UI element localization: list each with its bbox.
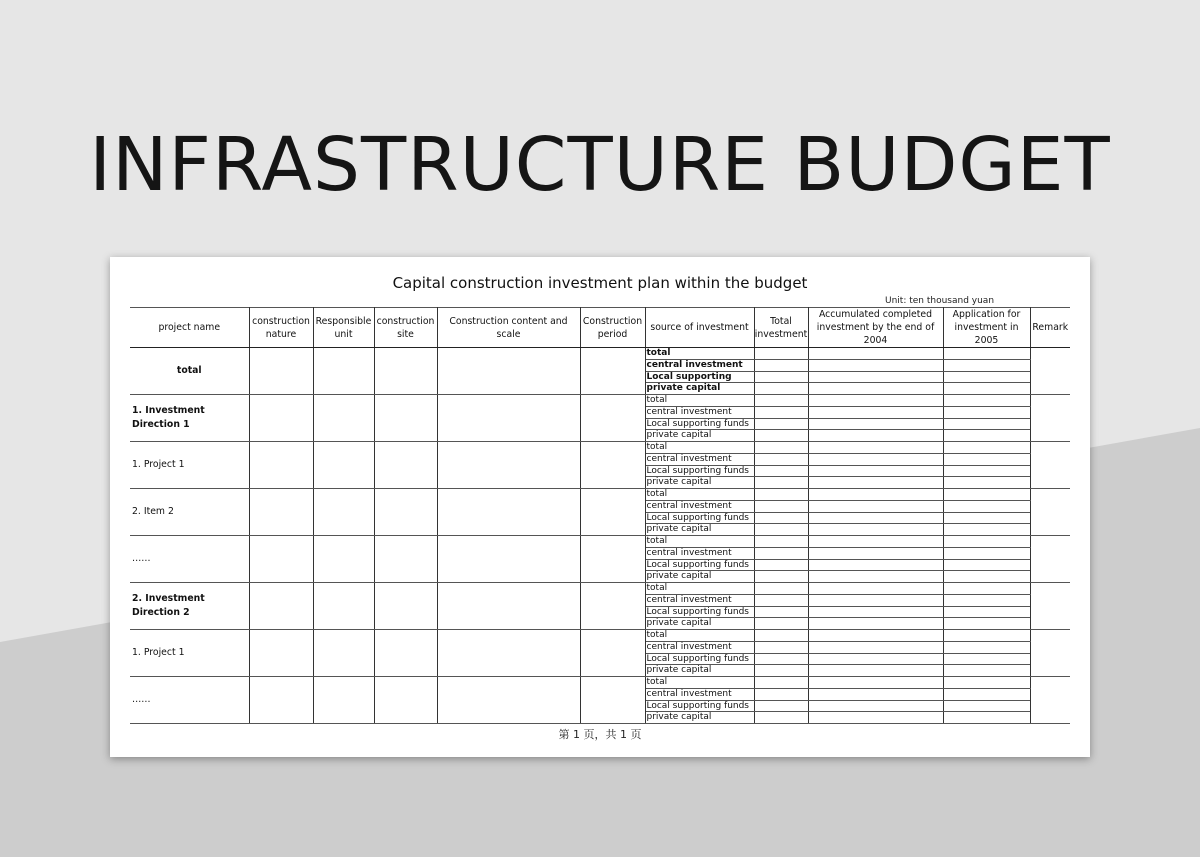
source-cell: total (645, 489, 754, 501)
header-row (130, 308, 1070, 348)
column-header: project name (130, 308, 249, 348)
value-cell (943, 665, 1030, 677)
value-cell (808, 536, 943, 548)
value-cell (754, 406, 808, 418)
source-cell: total (645, 583, 754, 595)
column-header: construction nature (249, 308, 313, 348)
value-cell (943, 677, 1030, 689)
column-header: Remark (1030, 308, 1070, 348)
value-cell (754, 677, 808, 689)
source-cell: private capital (645, 383, 754, 395)
value-cell (808, 688, 943, 700)
empty-cell (313, 489, 374, 536)
empty-cell (374, 677, 437, 724)
source-cell: Local supporting funds (645, 465, 754, 477)
empty-cell (249, 677, 313, 724)
value-cell (754, 442, 808, 454)
value-cell (808, 630, 943, 642)
source-cell: central investment (645, 453, 754, 465)
value-cell (754, 465, 808, 477)
value-cell (943, 418, 1030, 430)
value-cell (754, 524, 808, 536)
table-row (130, 442, 1070, 454)
value-cell (943, 700, 1030, 712)
value-cell (808, 359, 943, 371)
value-cell (754, 618, 808, 630)
source-cell: Local supporting funds (645, 418, 754, 430)
value-cell (754, 653, 808, 665)
source-cell: total (645, 395, 754, 407)
source-cell: total (645, 442, 754, 454)
source-cell: central investment (645, 641, 754, 653)
value-cell (754, 477, 808, 489)
column-header: Construction period (580, 308, 645, 348)
remark-cell (1030, 677, 1070, 724)
empty-cell (374, 489, 437, 536)
source-cell: central investment (645, 359, 754, 371)
value-cell (808, 641, 943, 653)
source-cell: central investment (645, 500, 754, 512)
table-row (130, 630, 1070, 642)
value-cell (808, 383, 943, 395)
value-cell (943, 477, 1030, 489)
empty-cell (313, 677, 374, 724)
value-cell (754, 606, 808, 618)
value-cell (754, 536, 808, 548)
sheet-title: Capital construction investment plan within the budget (392, 274, 808, 292)
empty-cell (313, 536, 374, 583)
value-cell (943, 512, 1030, 524)
source-cell: central investment (645, 547, 754, 559)
empty-cell (437, 536, 580, 583)
value-cell (808, 371, 943, 383)
unit-note: Unit: ten thousand yuan (885, 296, 995, 306)
value-cell (754, 712, 808, 724)
table-row (130, 677, 1070, 689)
empty-cell (313, 583, 374, 630)
source-cell: Local supporting (645, 371, 754, 383)
source-cell: total (645, 348, 754, 360)
empty-cell (374, 630, 437, 677)
project-name-cell: 1. Project 1 (130, 630, 249, 677)
table-row (130, 583, 1070, 595)
value-cell (754, 594, 808, 606)
value-cell (943, 371, 1030, 383)
value-cell (943, 630, 1030, 642)
value-cell (943, 653, 1030, 665)
empty-cell (580, 536, 645, 583)
source-cell: private capital (645, 430, 754, 442)
value-cell (943, 571, 1030, 583)
empty-cell (374, 583, 437, 630)
project-name-cell: …… (130, 536, 249, 583)
empty-cell (249, 583, 313, 630)
value-cell (754, 500, 808, 512)
column-header: Accumulated completed investment by the end of 2004 (808, 308, 943, 348)
column-header: construction site (374, 308, 437, 348)
source-cell: private capital (645, 477, 754, 489)
empty-cell (437, 348, 580, 395)
empty-cell (374, 536, 437, 583)
column-header: Total investment (754, 308, 808, 348)
value-cell (808, 665, 943, 677)
empty-cell (437, 442, 580, 489)
value-cell (808, 547, 943, 559)
project-name-cell: 1. Investment Direction 1 (130, 395, 249, 442)
empty-cell (249, 630, 313, 677)
value-cell (754, 559, 808, 571)
source-cell: Local supporting funds (645, 653, 754, 665)
project-name-cell: 2. Investment Direction 2 (130, 583, 249, 630)
value-cell (943, 559, 1030, 571)
value-cell (808, 653, 943, 665)
remark-cell (1030, 630, 1070, 677)
value-cell (808, 500, 943, 512)
value-cell (808, 618, 943, 630)
empty-cell (249, 395, 313, 442)
empty-cell (580, 442, 645, 489)
value-cell (754, 371, 808, 383)
table-body (130, 348, 1070, 724)
column-header: Construction content and scale (437, 308, 580, 348)
value-cell (754, 665, 808, 677)
value-cell (808, 571, 943, 583)
value-cell (943, 536, 1030, 548)
value-cell (943, 406, 1030, 418)
value-cell (754, 583, 808, 595)
empty-cell (580, 348, 645, 395)
value-cell (808, 559, 943, 571)
remark-cell (1030, 442, 1070, 489)
column-header: source of investment (645, 308, 754, 348)
value-cell (754, 700, 808, 712)
remark-cell (1030, 489, 1070, 536)
value-cell (943, 500, 1030, 512)
value-cell (754, 571, 808, 583)
value-cell (754, 512, 808, 524)
source-cell: central investment (645, 688, 754, 700)
value-cell (808, 477, 943, 489)
value-cell (808, 430, 943, 442)
value-cell (808, 524, 943, 536)
remark-cell (1030, 583, 1070, 630)
table-row (130, 348, 1070, 360)
value-cell (943, 453, 1030, 465)
value-cell (943, 465, 1030, 477)
empty-cell (580, 630, 645, 677)
empty-cell (580, 677, 645, 724)
empty-cell (437, 630, 580, 677)
project-name-cell: …… (130, 677, 249, 724)
value-cell (943, 618, 1030, 630)
source-cell: private capital (645, 524, 754, 536)
value-cell (808, 489, 943, 501)
project-name-cell: total (130, 348, 249, 395)
value-cell (943, 383, 1030, 395)
value-cell (943, 712, 1030, 724)
source-cell: total (645, 630, 754, 642)
empty-cell (580, 395, 645, 442)
value-cell (754, 547, 808, 559)
value-cell (943, 524, 1030, 536)
value-cell (808, 700, 943, 712)
source-cell: central investment (645, 594, 754, 606)
value-cell (808, 348, 943, 360)
value-cell (754, 430, 808, 442)
value-cell (808, 512, 943, 524)
value-cell (943, 688, 1030, 700)
value-cell (754, 453, 808, 465)
value-cell (943, 348, 1030, 360)
value-cell (943, 489, 1030, 501)
empty-cell (249, 348, 313, 395)
empty-cell (374, 395, 437, 442)
project-name-cell: 2. Item 2 (130, 489, 249, 536)
value-cell (943, 395, 1030, 407)
column-header: Responsible unit (313, 308, 374, 348)
empty-cell (580, 489, 645, 536)
source-cell: Local supporting funds (645, 559, 754, 571)
banner-title: INFRASTRUCTURE BUDGET (89, 122, 1111, 208)
value-cell (754, 641, 808, 653)
value-cell (808, 453, 943, 465)
source-cell: private capital (645, 712, 754, 724)
value-cell (808, 583, 943, 595)
value-cell (943, 442, 1030, 454)
empty-cell (313, 395, 374, 442)
value-cell (754, 359, 808, 371)
value-cell (943, 430, 1030, 442)
source-cell: Local supporting funds (645, 512, 754, 524)
page-footer: 第 1 页，共 1 页 (558, 728, 642, 741)
value-cell (808, 465, 943, 477)
value-cell (943, 359, 1030, 371)
value-cell (808, 395, 943, 407)
empty-cell (580, 583, 645, 630)
budget-sheet (110, 257, 1090, 757)
value-cell (808, 418, 943, 430)
empty-cell (374, 442, 437, 489)
remark-cell (1030, 536, 1070, 583)
empty-cell (374, 348, 437, 395)
value-cell (943, 547, 1030, 559)
value-cell (754, 688, 808, 700)
value-cell (943, 583, 1030, 595)
source-cell: private capital (645, 618, 754, 630)
project-name-cell: 1. Project 1 (130, 442, 249, 489)
value-cell (943, 641, 1030, 653)
empty-cell (437, 395, 580, 442)
remark-cell (1030, 395, 1070, 442)
column-header: Application for investment in 2005 (943, 308, 1030, 348)
empty-cell (313, 630, 374, 677)
empty-cell (437, 489, 580, 536)
value-cell (754, 630, 808, 642)
source-cell: Local supporting funds (645, 606, 754, 618)
table-row (130, 489, 1070, 501)
value-cell (808, 712, 943, 724)
empty-cell (249, 536, 313, 583)
value-cell (943, 606, 1030, 618)
value-cell (808, 606, 943, 618)
value-cell (808, 442, 943, 454)
source-cell: total (645, 677, 754, 689)
empty-cell (249, 489, 313, 536)
value-cell (943, 594, 1030, 606)
source-cell: private capital (645, 571, 754, 583)
source-cell: Local supporting funds (645, 700, 754, 712)
empty-cell (437, 583, 580, 630)
source-cell: central investment (645, 406, 754, 418)
empty-cell (249, 442, 313, 489)
remark-cell (1030, 348, 1070, 395)
table-row (130, 395, 1070, 407)
source-cell: private capital (645, 665, 754, 677)
table-row (130, 536, 1070, 548)
value-cell (754, 489, 808, 501)
value-cell (754, 348, 808, 360)
empty-cell (313, 348, 374, 395)
value-cell (808, 406, 943, 418)
value-cell (808, 677, 943, 689)
empty-cell (313, 442, 374, 489)
budget-table (130, 307, 1070, 724)
value-cell (808, 594, 943, 606)
source-cell: total (645, 536, 754, 548)
value-cell (754, 418, 808, 430)
value-cell (754, 395, 808, 407)
empty-cell (437, 677, 580, 724)
value-cell (754, 383, 808, 395)
